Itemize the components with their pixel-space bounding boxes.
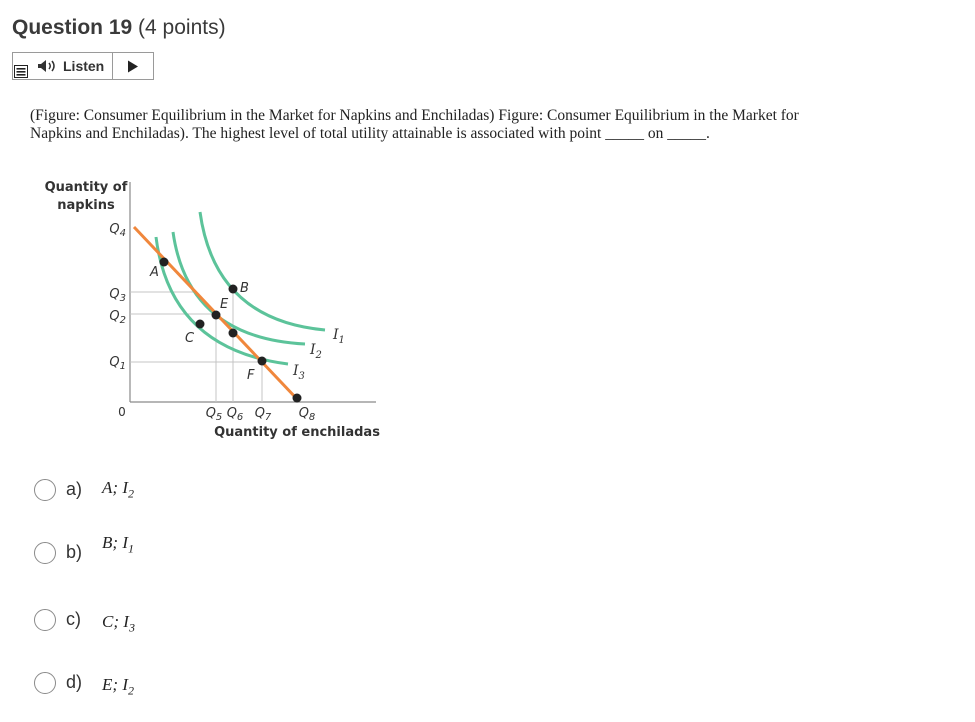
point-f-marker bbox=[258, 357, 267, 366]
point-c-label: C bbox=[185, 331, 195, 346]
listen-menu-button[interactable] bbox=[13, 53, 35, 79]
x-tick-q5: $Q_5$ bbox=[205, 406, 223, 423]
indifference-budget-graph bbox=[30, 172, 390, 447]
option-c-letter: c) bbox=[66, 609, 81, 630]
guide-lines bbox=[130, 287, 262, 402]
curve-i1-label: $I_1$ bbox=[333, 327, 345, 346]
point-a-label: A bbox=[150, 265, 159, 280]
point-b-label: B bbox=[240, 281, 249, 296]
curve-i3-label: $I_3$ bbox=[293, 363, 305, 382]
x-tick-q8: $Q_8$ bbox=[298, 406, 316, 423]
speaker-icon bbox=[37, 59, 57, 73]
question-prompt: (Figure: Consumer Equilibrium in the Market for Napkins and Enchiladas) Figure: Consumer Equilibrium in the Market for Napkins and Enchiladas). The highest level of total utility attainable is associated with point _____ on _____. bbox=[30, 107, 799, 142]
x-tick-q6: $Q_6$ bbox=[226, 406, 244, 423]
play-button[interactable] bbox=[113, 53, 153, 79]
listen-toolbar bbox=[12, 52, 154, 80]
option-d-letter: d) bbox=[66, 672, 83, 693]
option-b-letter: b) bbox=[66, 542, 83, 563]
listen-label: Listen bbox=[63, 58, 105, 74]
point-e-label: E bbox=[220, 297, 229, 312]
point-a-marker bbox=[160, 258, 169, 267]
point-c-marker bbox=[196, 320, 205, 329]
option-d-text: E; $I_2$ bbox=[102, 675, 134, 698]
option-d-radio[interactable] bbox=[34, 672, 56, 694]
origin-label: 0 bbox=[118, 405, 126, 419]
y-tick-q2: $Q_2$ bbox=[109, 309, 126, 326]
listen-button[interactable] bbox=[35, 53, 113, 79]
y-axis-label-line1: Quantity of bbox=[44, 180, 128, 195]
point-q8-marker bbox=[293, 394, 302, 403]
question-number: Question 19 bbox=[12, 16, 133, 39]
question-title bbox=[12, 16, 226, 40]
play-icon bbox=[127, 60, 139, 73]
y-tick-q3: $Q_3$ bbox=[109, 287, 126, 304]
y-axis-label-line2: napkins bbox=[57, 198, 115, 213]
option-a-letter: a) bbox=[66, 479, 83, 500]
menu-icon bbox=[14, 65, 28, 78]
option-a[interactable] bbox=[34, 478, 134, 501]
option-a-radio[interactable] bbox=[34, 479, 56, 501]
curve-i2-label: $I_2$ bbox=[310, 342, 322, 361]
option-c-radio[interactable] bbox=[34, 609, 56, 631]
option-b-radio[interactable] bbox=[34, 542, 56, 564]
consumer-equilibrium-figure bbox=[30, 172, 390, 452]
option-c[interactable] bbox=[34, 608, 135, 635]
y-tick-q4: $Q_4$ bbox=[109, 222, 126, 239]
point-f-label: F bbox=[247, 368, 255, 383]
option-a-text: A; $I_2$ bbox=[102, 478, 134, 501]
option-c-text: C; $I_3$ bbox=[102, 612, 135, 635]
option-b-text: B; $I_1$ bbox=[102, 533, 134, 556]
x-axis-label: Quantity of enchiladas bbox=[214, 425, 380, 440]
option-b[interactable] bbox=[34, 533, 134, 564]
question-points: (4 points) bbox=[138, 16, 226, 39]
x-tick-q7: $Q_7$ bbox=[254, 406, 272, 423]
point-e2-marker bbox=[229, 329, 238, 338]
point-b-marker bbox=[229, 285, 238, 294]
y-tick-q1: $Q_1$ bbox=[109, 355, 126, 372]
option-d[interactable] bbox=[34, 671, 134, 698]
